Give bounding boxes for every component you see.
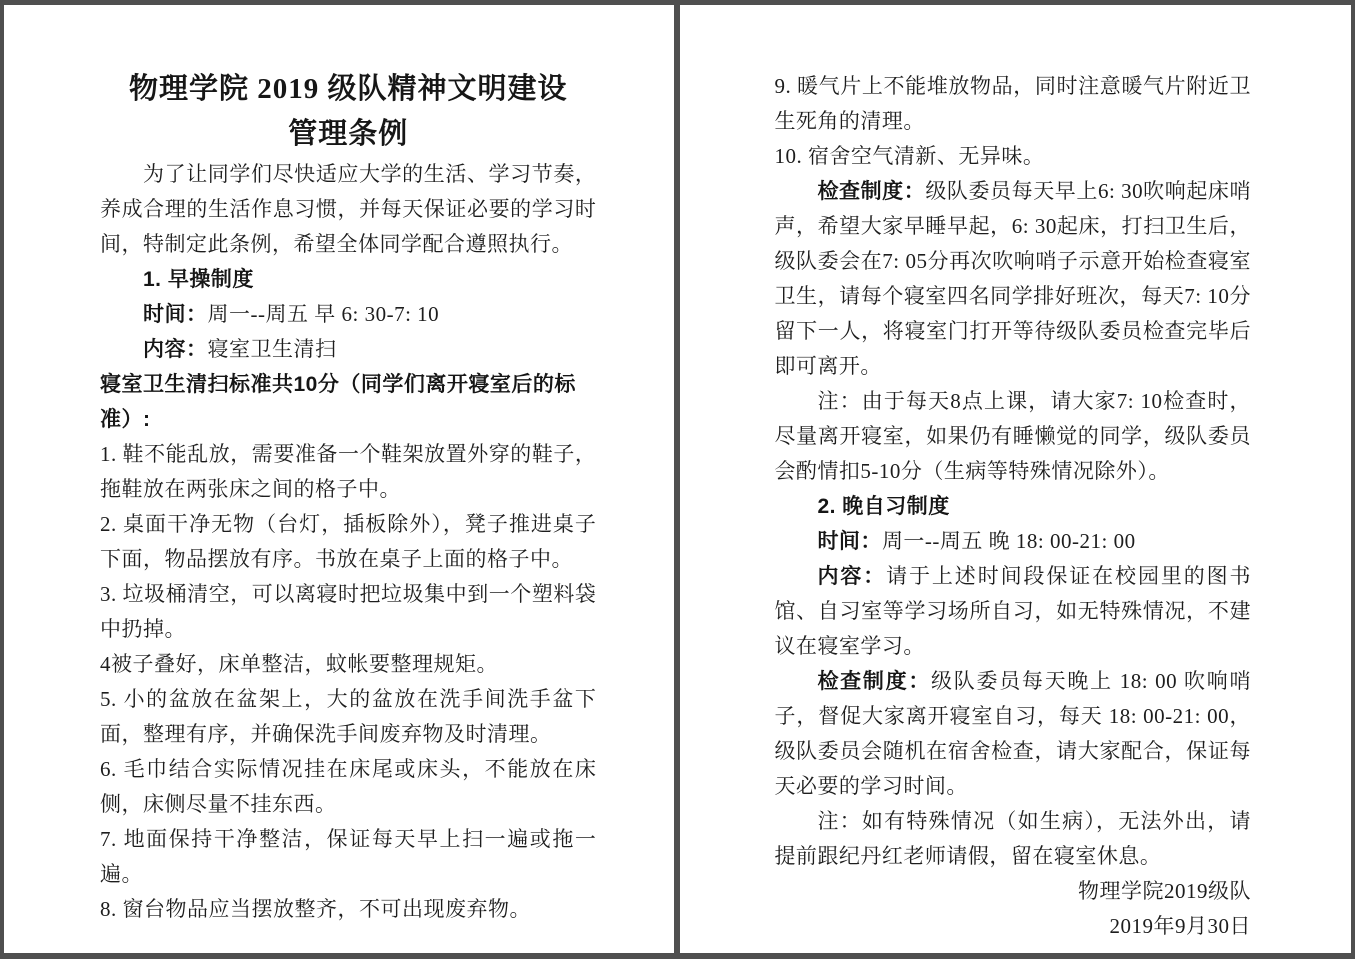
document-page-right — [680, 5, 1351, 953]
labeled-paragraph: 内容：寝室卫生清扫 — [143, 337, 337, 361]
paragraph: 7. 地面保持干净整洁，保证每天早上扫一遍或拖一遍。 — [100, 827, 597, 886]
section-heading: 1. 早操制度 — [143, 268, 254, 291]
labeled-paragraph: 内容：请于上述时间段保证在校园里的图书馆、自习室等学习场所自习，如无特殊情况，不建议在寝室学习。 — [774, 564, 1252, 658]
paragraph: 4被子叠好，床单整洁，蚊帐要整理规矩。 — [100, 652, 498, 676]
paragraph: 8. 窗台物品应当摆放整齐，不可出现废弃物。 — [100, 897, 531, 921]
paragraph: 2. 桌面干净无物（台灯，插板除外），凳子推进桌子下面，物品摆放有序。书放在桌子上面的格子中。 — [100, 512, 597, 571]
field-label: 内容： — [817, 565, 887, 588]
field-label: 检查制度： — [817, 180, 926, 203]
paragraph: 注：由于每天8点上课，请大家7: 10检查时，尽量离开寝室，如果仍有睡懒觉的同学，级队委员会酌情扣5-10分（生病等特殊情况除外）。 — [774, 389, 1251, 483]
section-heading: 2. 晚自习制度 — [817, 495, 950, 518]
paragraph: 9. 暖气片上不能堆放物品，同时注意暖气片附近卫生死角的清理。 — [774, 74, 1251, 133]
labeled-paragraph: 时间：周一--周五 晚 18: 00-21: 00 — [817, 529, 1136, 553]
labeled-paragraph: 检查制度：级队委员每天早上6: 30吹响起床哨声，希望大家早睡早起，6: 30起床，打扫卫生后，级队委会在7: 05分再次吹响哨子示意开始检查寝室卫生，请每个寝室四名同学排好班次，每天7: 10分留下一人，将寝室门打开等待级队委员检查完毕后即可离开。 — [774, 179, 1251, 378]
signature-line: 2019年9月30日 — [1109, 914, 1251, 938]
section-heading: 寝室卫生清扫标准共10分（同学们离开寝室后的标准）: — [100, 373, 576, 431]
paragraph: 5. 小的盆放在盆架上，大的盆放在洗手间洗手盆下面，整理有序，并确保洗手间废弃物及时清理。 — [100, 687, 597, 746]
labeled-paragraph: 时间：周一--周五 早 6: 30-7: 10 — [143, 302, 440, 326]
paragraph: 1. 鞋不能乱放，需要准备一个鞋架放置外穿的鞋子，拖鞋放在两张床之间的格子中。 — [100, 442, 597, 501]
paragraph: 注：如有特殊情况（如生病），无法外出，请提前跟纪丹红老师请假，留在寝室休息。 — [774, 809, 1251, 868]
field-label: 内容： — [143, 338, 208, 361]
field-label: 检查制度： — [817, 670, 932, 693]
document-title-line: 物理学院 2019 级队精神文明建设 — [128, 73, 568, 105]
field-label: 时间： — [143, 303, 208, 326]
paragraph: 为了让同学们尽快适应大学的生活、学习节奏，养成合理的生活作息习惯，并每天保证必要的学习时间，特制定此条例，希望全体同学配合遵照执行。 — [100, 162, 597, 256]
document-page-left — [4, 5, 674, 953]
document-title-line: 管理条例 — [288, 118, 409, 150]
paragraph: 6. 毛巾结合实际情况挂在床尾或床头，不能放在床侧，床侧尽量不挂东西。 — [100, 757, 597, 816]
field-label: 时间： — [817, 530, 882, 553]
signature-line: 物理学院2019级队 — [1078, 879, 1251, 903]
labeled-paragraph: 检查制度：级队委员每天晚上 18: 00 吹响哨子，督促大家离开寝室自习，每天 18: 00-21: 00，级队委员会随机在宿舍检查，请大家配合，保证每天必要的学习时间。 — [774, 669, 1251, 798]
paragraph: 10. 宿舍空气清新、无异味。 — [774, 144, 1045, 168]
paragraph: 3. 垃圾桶清空，可以离寝时把垃圾集中到一个塑料袋中扔掉。 — [100, 582, 597, 641]
